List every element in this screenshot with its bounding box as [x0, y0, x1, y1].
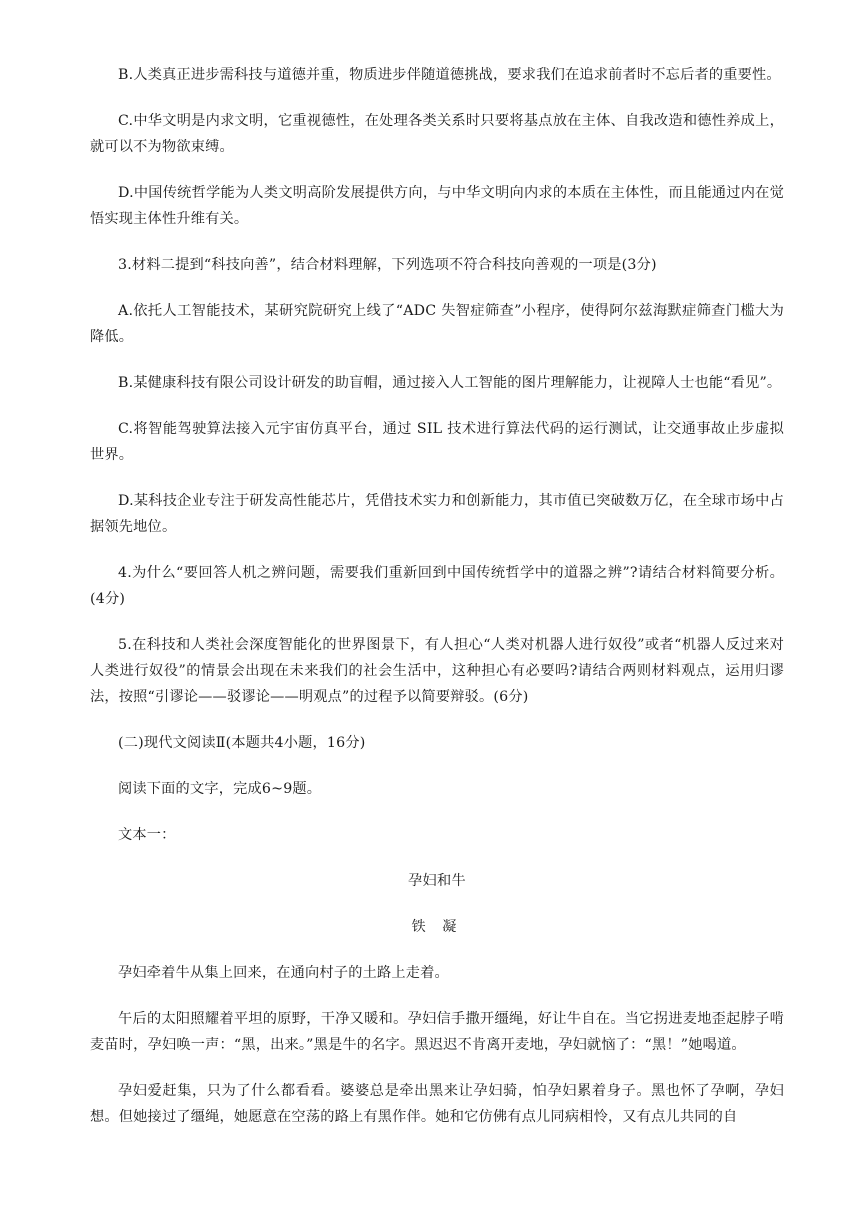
story-title: 孕妇和牛 — [408, 873, 466, 889]
story-paragraph-3: 孕妇爱赶集，只为了什么都看看。婆婆总是牵出黑来让孕妇骑，怕孕妇累着身子。黑也怀了孕啊，孕妇想。但她接过了缰绳，她愿意在空荡的路上有黑作伴。她和它仿佛有点儿同病相怜，又有点儿共同的自 — [90, 1083, 784, 1125]
option-d-paragraph: D.中国传统哲学能为人类文明高阶发展提供方向，与中华文明向内求的本质在主体性，而且能通过内在觉悟实现主体性升维有关。 — [90, 185, 784, 227]
story-paragraph-2: 午后的太阳照耀着平坦的原野，干净又暖和。孕妇信手撒开缰绳，好让牛自在。当它拐进麦地歪起脖子啃麦苗时，孕妇唤一声：“黑，出来。”黑是牛的名字。黑迟迟不肯离开麦地，孕妇就恼了：“黑！”她喝道。 — [90, 1011, 784, 1053]
story-author: 铁 凝 — [411, 919, 463, 935]
reading-instruction: 阅读下面的文字，完成6~9题。 — [118, 781, 322, 797]
section-heading: (二)现代文阅读Ⅱ(本题共4小题，16分) — [118, 735, 366, 751]
text-one-label: 文本一： — [118, 827, 176, 843]
question-3-option-a: A.依托人工智能技术，某研究院研究上线了“ADC 失智症筛查”小程序，使得阿尔兹海默症筛查门槛大为降低。 — [90, 303, 784, 345]
question-3: 3.材料二提到“科技向善”，结合材料理解，下列选项不符合科技向善观的一项是(3分) — [118, 257, 657, 273]
question-4: 4.为什么“要回答人机之辨问题，需要我们重新回到中国传统哲学中的道器之辨”?请结合材料简要分析。(4分) — [90, 565, 784, 607]
question-3-option-c: C.将智能驾驶算法接入元宇宙仿真平台，通过 SIL 技术进行算法代码的运行测试，让交通事故止步虚拟世界。 — [90, 421, 784, 463]
question-3-option-d: D.某科技企业专注于研发高性能芯片，凭借技术实力和创新能力，其市值已突破数万亿，在全球市场中占据领先地位。 — [90, 493, 784, 535]
option-c-paragraph: C.中华文明是内求文明，它重视德性，在处理各类关系时只要将基点放在主体、自我改造和德性养成上，就可以不为物欲束缚。 — [90, 113, 784, 155]
question-5: 5.在科技和人类社会深度智能化的世界图景下，有人担心“人类对机器人进行奴役”或者“机器人反过来对人类进行奴役”的情景会出现在未来我们的社会生活中，这种担心有必要吗?请结合两则材料观点，运用归谬法，按照“引谬论——驳谬论——明观点”的过程予以简要辩驳。(6分) — [90, 637, 784, 705]
option-b-paragraph: B.人类真正进步需科技与道德并重，物质进步伴随道德挑战，要求我们在追求前者时不忘后者的重要性。 — [118, 67, 781, 83]
story-paragraph-1: 孕妇牵着牛从集上回来，在通向村子的土路上走着。 — [118, 965, 449, 981]
question-3-option-b: B.某健康科技有限公司设计研发的助盲帽，通过接入人工智能的图片理解能力，让视障人士也能“看见”。 — [118, 375, 782, 391]
